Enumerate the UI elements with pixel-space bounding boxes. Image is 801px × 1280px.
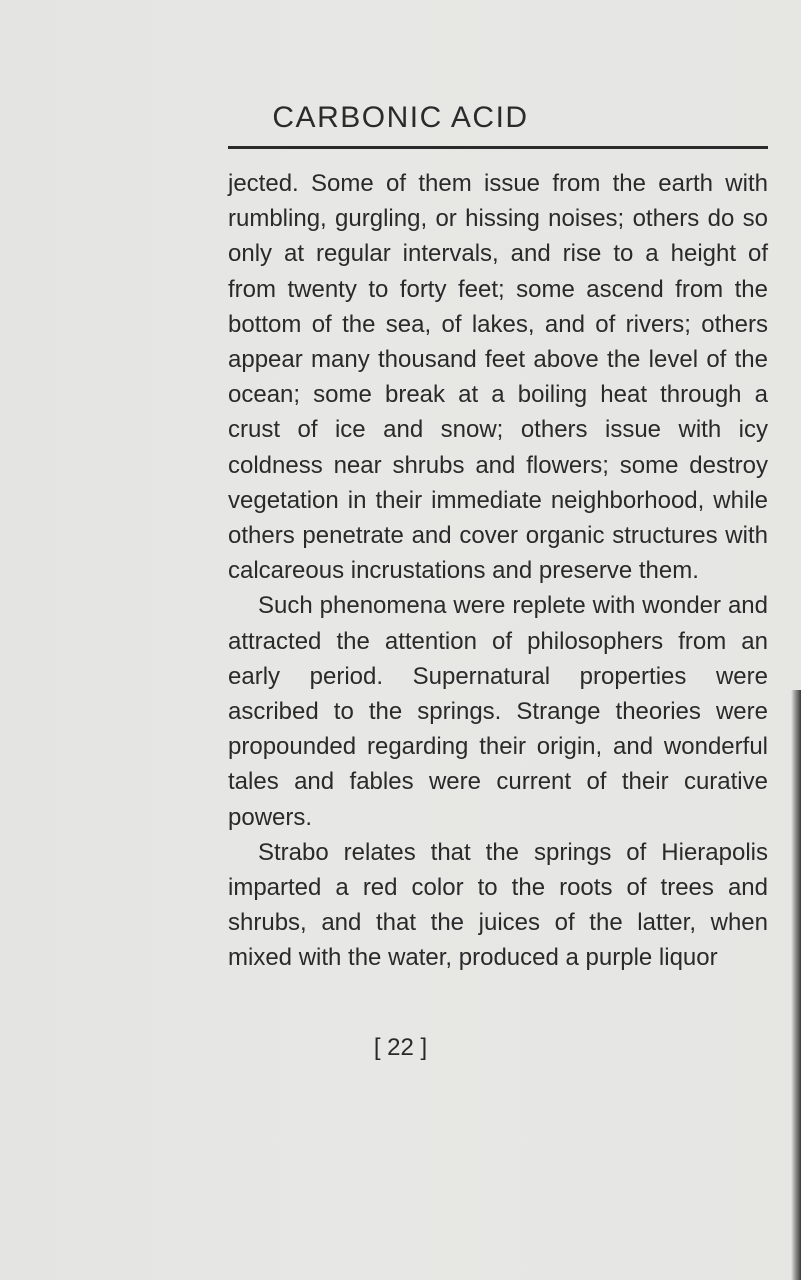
running-head: CARBONIC ACID: [272, 101, 529, 134]
header-rule: [228, 146, 768, 149]
page-number: [ 22 ]: [373, 1034, 428, 1061]
paragraph-3: Strabo relates that the springs of Hierapolis imparted a red color to the roots of trees and shrubs, and that the juices of the latter, when mixed with the water, produced a purple liquor: [228, 838, 768, 972]
page-edge-shadow: [791, 690, 801, 1280]
paragraph-1: jected. Some of them issue from the earth with rumbling, gurgling, or hissing noises; others do so only at regular intervals, and rise to a height of from twenty to forty feet; some ascend from the bottom of the sea, of lakes, and of rivers; others appear many thousand feet above the level of the ocean; some break at a boiling heat through a crust of ice and snow; others issue with icy coldness near shrubs and flowers; some destroy vegetation in their immediate neighborhood, while others penetrate and cover organic structures with calcareous incrustations and preserve them.: [228, 170, 768, 585]
body-text: [228, 166, 768, 976]
paragraph-2: Such phenomena were replete with wonder and attracted the attention of philosophers from an early period. Supernatural properties were ascribed to the springs. Strange theories were propounded regarding their origin, and wonderful tales and fables were current of their curative powers.: [228, 592, 768, 831]
